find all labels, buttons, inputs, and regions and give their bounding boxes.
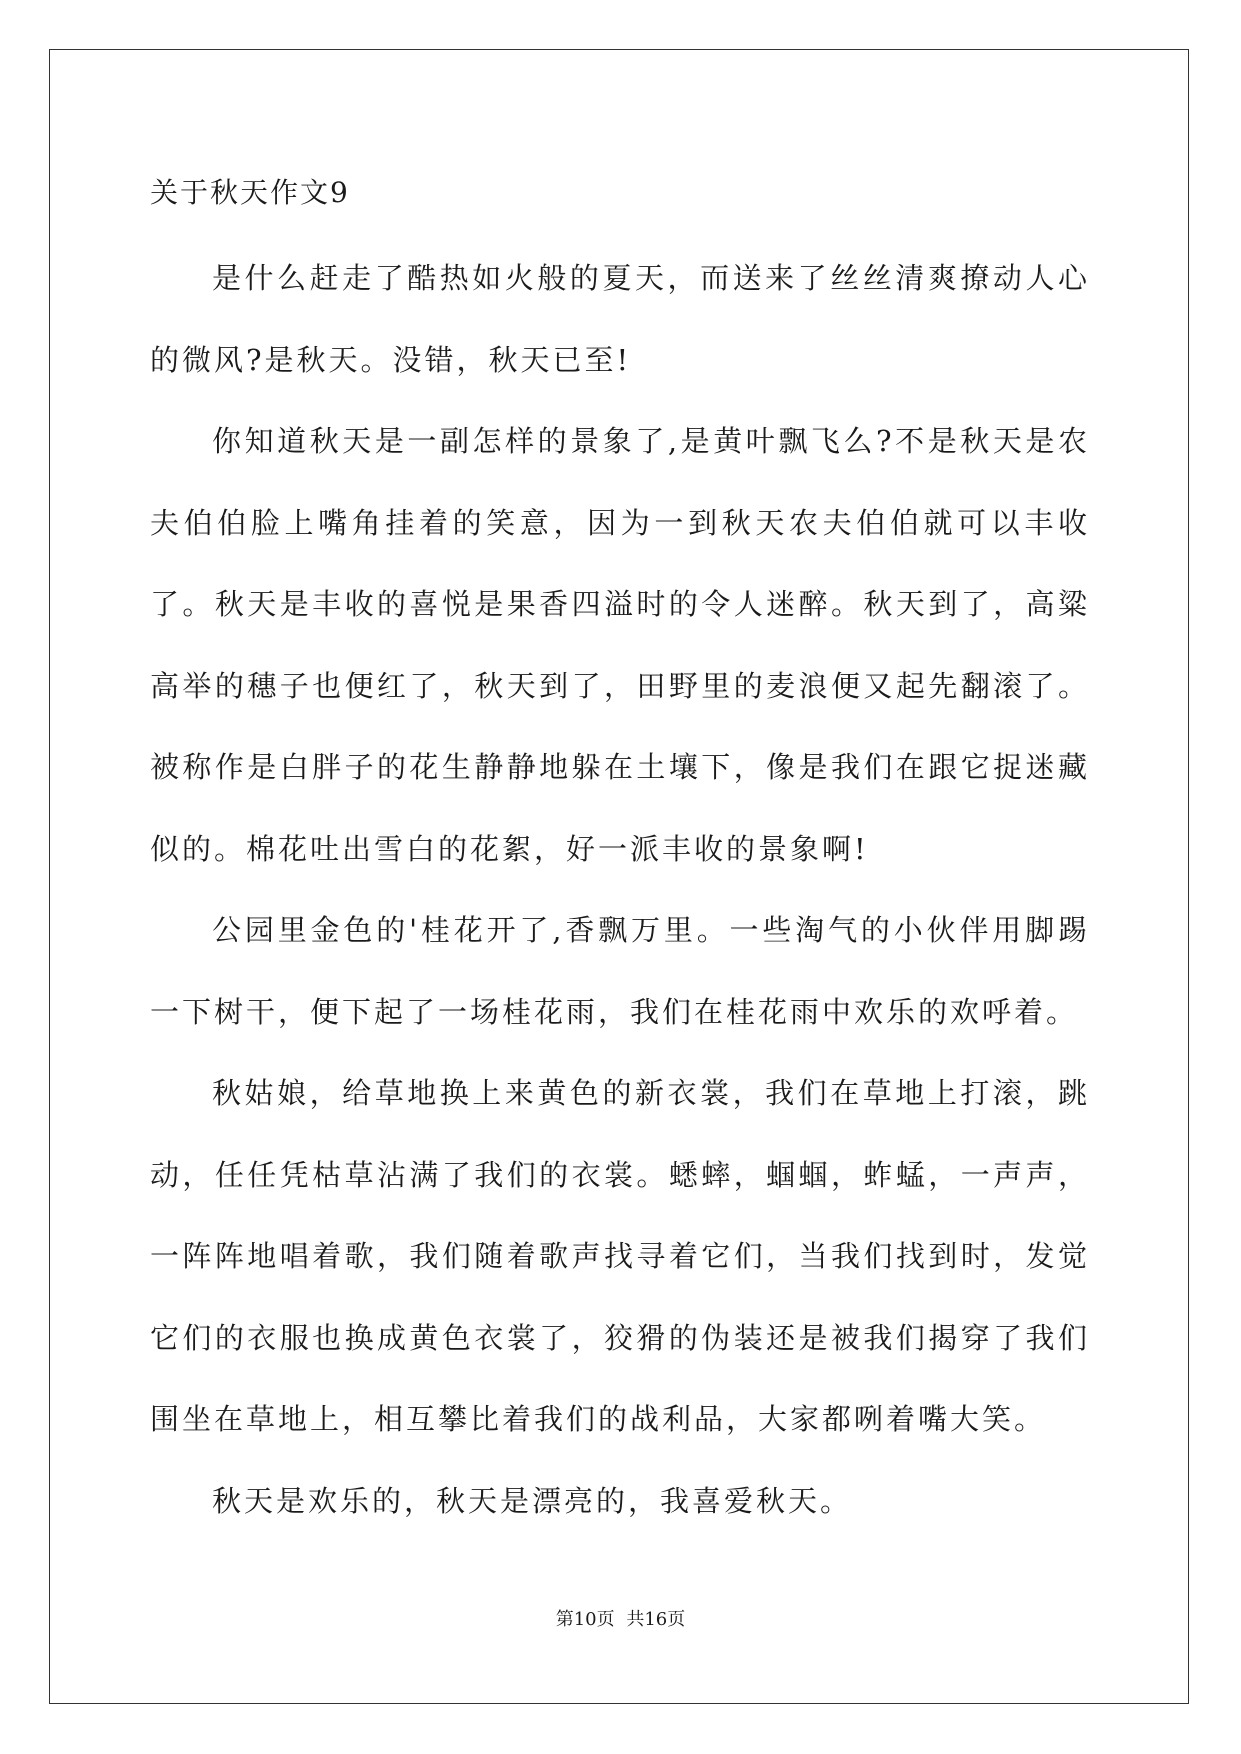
document-body [150, 168, 1090, 1542]
paragraph-2: 你知道秋天是一副怎样的景象了,是黄叶飘飞么?不是秋天是农夫伯伯脸上嘴角挂着的笑意，因为一到秋天农夫伯伯就可以丰收了。秋天是丰收的喜悦是果香四溢时的令人迷醉。秋天到了，高粱高举的穗子也便红了，秋天到了，田野里的麦浪便又起先翻滚了。被称作是白胖子的花生静静地躲在土壤下，像是我们在跟它捉迷藏似的。棉花吐出雪白的花絮，好一派丰收的景象啊! [150, 424, 1090, 866]
page-number: 第10页 [555, 1609, 615, 1630]
paragraph-1: 是什么赶走了酷热如火般的夏天，而送来了丝丝清爽撩动人心的微风?是秋天。没错，秋天已至! [150, 261, 1090, 377]
paragraph-3: 公园里金色的'桂花开了,香飘万里。一些淘气的小伙伴用脚踢一下树干，便下起了一场桂花雨，我们在桂花雨中欢乐的欢呼着。 [150, 913, 1090, 1029]
document-title: 关于秋天作文9 [150, 176, 350, 209]
paragraph-4: 秋姑娘，给草地换上来黄色的新衣裳，我们在草地上打滚，跳动，任任凭枯草沾满了我们的衣裳。蟋蟀，蝈蝈，蚱蜢，一声声，一阵阵地唱着歌，我们随着歌声找寻着它们，当我们找到时，发觉它们的衣服也换成黄色衣裳了，狡猾的伪装还是被我们揭穿了我们围坐在草地上，相互攀比着我们的战利品，大家都咧着嘴大笑。 [150, 1076, 1090, 1436]
paragraph-5: 秋天是欢乐的，秋天是漂亮的，我喜爱秋天。 [212, 1483, 853, 1518]
page-footer [0, 1608, 1241, 1632]
page-total: 共16页 [626, 1609, 686, 1630]
